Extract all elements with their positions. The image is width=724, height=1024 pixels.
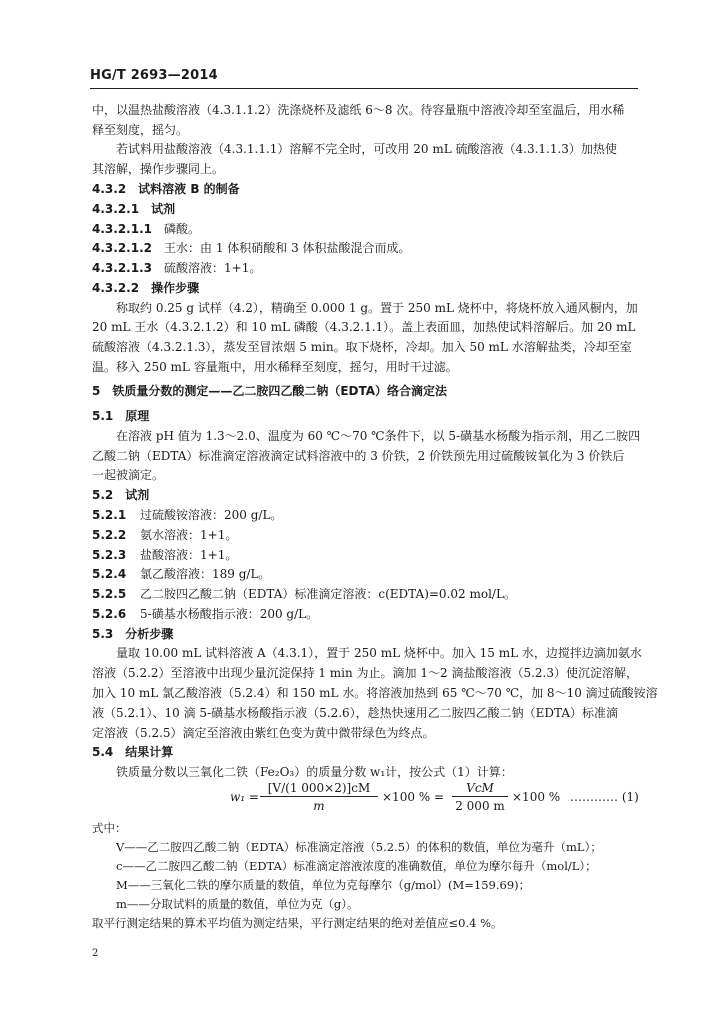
paragraph-line: 称取约 0.25 g 试样（4.2），精确至 0.000 1 g。置于 250 mL 烧杯中，将烧杯放入通风橱内，加: [116, 300, 638, 315]
paragraph-line: 中，以温热盐酸溶液（4.3.1.1.2）洗涤烧杯及滤纸 6～8 次。待容量瓶中溶液冷却至室温后，用水稀: [92, 102, 625, 117]
item-text: 王水：由 1 体积硝酸和 3 体积盐酸混合而成。: [164, 241, 411, 256]
definition-c: c——乙二胺四乙酸二钠（EDTA）标准滴定溶液浓度的准确数值，单位为摩尔每升（mol/L）；: [116, 858, 597, 873]
paragraph-line: 20 mL 王水（4.3.2.1.2）和 10 mL 磷酸（4.3.2.1.1）。盖上表面皿，加热使试料溶解后。加 20 mL: [92, 320, 636, 335]
item-number: 4.3.2.1.2: [92, 241, 152, 256]
item-number: 4.3.2.1.3: [92, 261, 152, 276]
section-heading-5-3: 5.3 分析步骤: [92, 626, 174, 641]
item-number: 4.3.2.1.1: [92, 221, 152, 236]
page-number: 2: [92, 947, 99, 959]
item-text: 盐酸溶液：1+1。: [140, 547, 238, 562]
item-text: 硫酸溶液：1+1。: [164, 261, 262, 276]
paragraph-line: 液（5.2.1）、10 滴 5-磺基水杨酸指示液（5.2.6），趁热快速用乙二胺四乙酸二钠（EDTA）标准滴: [92, 705, 619, 720]
formula-tail: ×100 %: [512, 789, 561, 804]
standard-code: HG/T 2693—2014: [90, 68, 218, 83]
section-heading-4-3-2: 4.3.2 试料溶液 B 的制备: [92, 182, 240, 196]
fraction-bar: [260, 796, 378, 797]
formula-lhs: w₁ =: [230, 789, 259, 804]
formula-denominator-1: m: [313, 798, 325, 813]
item-text: 过硫酸铵溶液：200 g/L。: [140, 507, 283, 522]
header-rule: [90, 88, 638, 89]
formula-denominator-2: 2 000 m: [455, 798, 505, 813]
precision-statement: 取平行测定结果的算术平均值为测定结果，平行测定结果的绝对差值应≤0.4 %。: [92, 915, 503, 930]
item-number: 5.2.6: [92, 606, 127, 621]
paragraph-line: 量取 10.00 mL 试料溶液 A（4.3.1），置于 250 mL 烧杯中。加入 15 mL 水，边搅拌边滴加氨水: [116, 646, 642, 661]
paragraph-line: 释至刻度，摇匀。: [92, 122, 189, 137]
paragraph-line: 溶液（5.2.2）至溶液中出现少量沉淀保持 1 min 为止。滴加 1～2 滴盐酸溶液（5.2.3）使沉淀溶解，: [92, 666, 638, 681]
formula-middle: ×100 % =: [382, 789, 445, 804]
item-text: 氨水溶液：1+1。: [140, 527, 238, 542]
item-text: 氯乙酸溶液：189 g/L。: [140, 567, 271, 582]
item-number: 5.2.4: [92, 567, 127, 582]
definition-m: m——分取试料的质量的数值，单位为克（g）。: [116, 896, 359, 911]
paragraph-line: 硫酸溶液（4.3.2.1.3），蒸发至冒浓烟 5 min。取下烧杯，冷却。加入 50 mL 水溶解盐类，冷却至室: [92, 340, 632, 355]
section-heading-4-3-2-2: 4.3.2.2 操作步骤: [92, 280, 200, 295]
paragraph-line: 加入 10 mL 氯乙酸溶液（5.2.4）和 150 mL 水。将溶液加热到 65 ℃～70 ℃，加 8～10 滴过硫酸铵溶: [92, 685, 658, 700]
formula-numerator-1: [V/(1 000×2)]cM: [267, 780, 371, 795]
item-number: 5.2.3: [92, 547, 127, 562]
paragraph-line: 一起被滴定。: [92, 468, 165, 483]
item-text: 乙二胺四乙酸二钠（EDTA）标准滴定溶液：c(EDTA)=0.02 mol/L。: [140, 587, 516, 602]
paragraph-line: 定溶液（5.2.5）滴定至溶液由紫红色变为黄中微带绿色为终点。: [92, 725, 435, 740]
section-heading-4-3-2-1: 4.3.2.1 试剂: [92, 201, 176, 216]
section-heading-5-4: 5.4 结果计算: [92, 745, 174, 760]
fraction-bar: [452, 796, 508, 797]
section-heading-5: 5 铁质量分数的测定——乙二胺四乙酸二钠（EDTA）络合滴定法: [92, 384, 448, 399]
section-heading-5-1: 5.1 原理: [92, 409, 150, 424]
item-text: 磷酸。: [164, 221, 201, 236]
item-text: 5-磺基水杨酸指示液：200 g/L。: [140, 606, 319, 621]
section-heading-5-2: 5.2 试剂: [92, 488, 150, 503]
paragraph-line: 若试料用盐酸溶液（4.3.1.1.1）溶解不完全时，可改用 20 mL 硫酸溶液（4.3.1.1.3）加热使: [116, 142, 617, 157]
item-number: 5.2.2: [92, 527, 127, 542]
item-number: 5.2.5: [92, 587, 127, 602]
paragraph-line: 温。移入 250 mL 容量瓶中，用水稀释至刻度，摇匀，用时干过滤。: [92, 360, 458, 375]
formula-numerator-2: VcM: [466, 780, 494, 795]
formula-reference: ………… (1): [570, 789, 639, 804]
where-label: 式中：: [92, 820, 127, 835]
definition-M: M——三氧化二铁的摩尔质量的数值，单位为克每摩尔（g/mol）(M=159.69)；: [116, 877, 531, 892]
paragraph-line: 铁质量分数以三氧化二铁（Fe₂O₃）的质量分数 w₁计，按公式（1）计算：: [116, 765, 513, 780]
paragraph-line: 乙酸二钠（EDTA）标准滴定溶液滴定试料溶液中的 3 价铁，2 价铁预先用过硫酸铵氧化为 3 价铁后: [92, 448, 625, 463]
item-number: 5.2.1: [92, 507, 127, 522]
formula-1: [230, 781, 650, 815]
paragraph-line: 其溶解，操作步骤同上。: [92, 162, 225, 177]
definition-V: V——乙二胺四乙酸二钠（EDTA）标准滴定溶液（5.2.5）的体积的数值，单位为毫升（mL）；: [116, 839, 602, 854]
paragraph-line: 在溶液 pH 值为 1.3～2.0、温度为 60 ℃～70 ℃条件下，以 5-磺基水杨酸为指示剂，用乙二胺四: [116, 428, 641, 443]
